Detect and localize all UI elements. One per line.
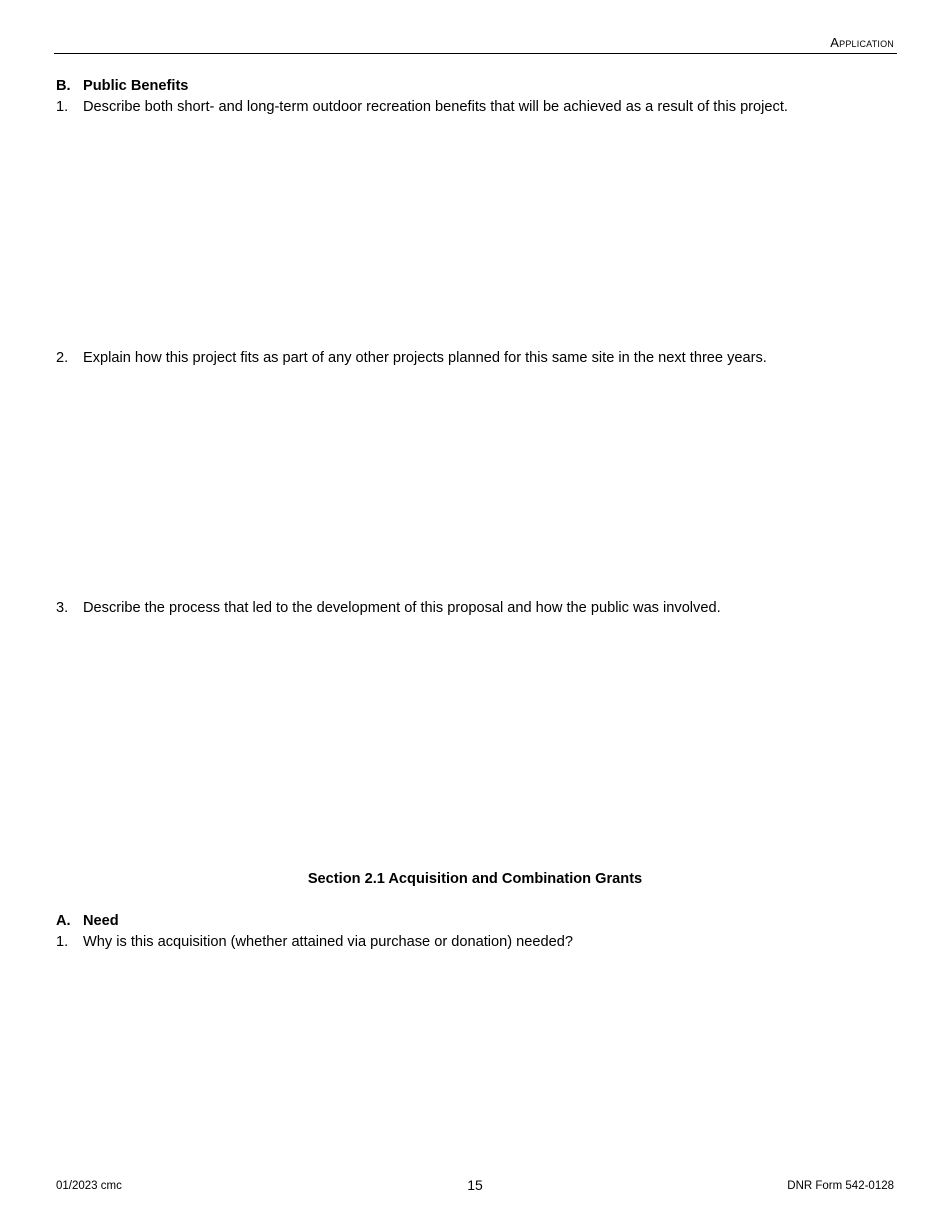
answer-area[interactable] [83, 621, 895, 861]
section-title: Section 2.1 Acquisition and Combination Grants [307, 871, 643, 887]
footer-revision: 01/2023 cmc [56, 1180, 122, 1192]
page-number: 15 [467, 1177, 483, 1193]
answer-area[interactable] [83, 120, 895, 345]
question-number: 1. [56, 99, 69, 115]
answer-area[interactable] [83, 955, 895, 1165]
running-header-title: Application [830, 35, 894, 50]
question-number: 2. [56, 350, 69, 366]
section-heading: Public Benefits [83, 78, 189, 94]
question-text: Describe both short- and long-term outdoor recreation benefits that will be achieved as a result of this project. [83, 99, 788, 115]
footer-form-number: DNR Form 542-0128 [787, 1180, 894, 1192]
section-marker: A. [56, 913, 71, 929]
question-text: Why is this acquisition (whether attained via purchase or donation) needed? [83, 934, 573, 950]
section-heading: Need [83, 913, 119, 929]
question-number: 3. [56, 600, 69, 616]
question-number: 1. [56, 934, 69, 950]
section-marker: B. [56, 78, 71, 94]
question-text: Describe the process that led to the development of this proposal and how the public was involved. [83, 600, 721, 616]
answer-area[interactable] [83, 371, 895, 596]
question-text: Explain how this project fits as part of any other projects planned for this same site in the next three years. [83, 350, 767, 366]
header-divider [54, 53, 897, 54]
